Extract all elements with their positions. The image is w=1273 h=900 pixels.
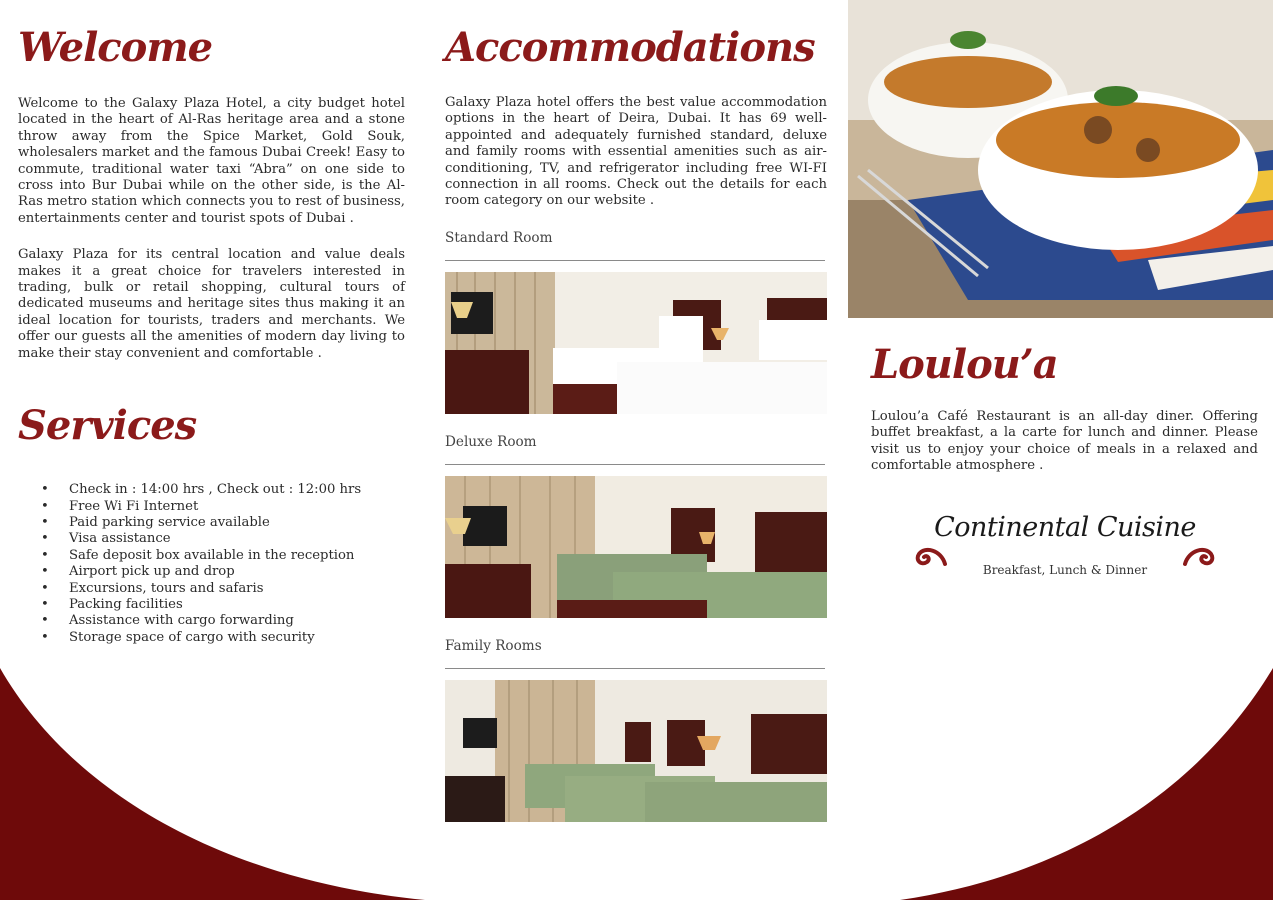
louloua-description: Loulou’a Café Restaurant is an all-day diner. Offering buffet breakfast, a la carte for lunch and dinner. Please visit us to enjoy your choice of meals in a relaxed and comfortable atmosphere .: [871, 409, 1258, 474]
cuisine-title: Continental Cuisine: [934, 512, 1196, 543]
service-text: Excursions, tours and safaris: [69, 580, 264, 596]
service-text: Paid parking service available: [69, 514, 270, 530]
service-list-item: [41, 499, 405, 515]
cuisine-subtitle: Breakfast, Lunch & Dinner: [982, 563, 1148, 577]
bullet-icon: •: [41, 564, 49, 580]
welcome-paragraph-1: Welcome to the Galaxy Plaza Hotel, a city budget hotel located in the heart of Al-Ras heritage area and a stone throw away from the Spice Market, Gold Souk, wholesalers market and the famous Dubai Creek! Easy to commute, traditional water taxi “Abra” on one side to cross into Bur Dubai while on the other side, is the Al-Ras metro station which connects you to rest of business, entertainments center and tourist spots of Dubai .: [18, 96, 405, 226]
louloua-column: [871, 341, 1258, 475]
service-list-item: [41, 482, 405, 498]
service-text: Airport pick up and drop: [69, 564, 235, 580]
services-list: [18, 482, 405, 646]
standard-room-photo: [445, 272, 827, 414]
service-list-item: [41, 597, 405, 613]
divider: [445, 668, 825, 669]
service-list-item: [41, 531, 405, 547]
service-text: Check in : 14:00 hrs , Check out : 12:00 hrs: [69, 482, 362, 498]
divider: [445, 260, 825, 261]
room-label-standard: Standard Room: [445, 229, 553, 246]
divider: [445, 464, 825, 465]
louloua-title: Loulou’a: [871, 341, 1058, 388]
bullet-icon: •: [41, 514, 49, 530]
room-label-family: Family Rooms: [445, 637, 542, 654]
family-room-photo: [445, 680, 827, 822]
bullet-icon: •: [41, 613, 49, 629]
service-text: Safe deposit box available in the reception: [69, 547, 355, 563]
room-label-deluxe: Deluxe Room: [445, 433, 537, 450]
bullet-icon: •: [41, 629, 49, 645]
service-list-item: [41, 564, 405, 580]
service-list-item: [41, 515, 405, 531]
service-text: Free Wi Fi Internet: [69, 498, 199, 514]
service-list-item: [41, 630, 405, 646]
accommodations-title: Accommodations: [445, 24, 815, 71]
bullet-icon: •: [41, 531, 49, 547]
service-text: Packing facilities: [69, 596, 183, 612]
swirl-right-icon: [1183, 544, 1219, 572]
welcome-column: [18, 24, 405, 646]
accommodations-intro: Galaxy Plaza hotel offers the best value accommodation options in the heart of Deira, Dubai. It has 69 well-appointed and adequately furnished standard, deluxe and family rooms with essential amenities such as air-conditioning, TV, and refrigerator including free WI-FI connection in all rooms. Check out the details for each room category on our website .: [445, 95, 827, 209]
bullet-icon: •: [41, 482, 49, 498]
swirl-left-icon: [911, 544, 947, 572]
service-list-item: [41, 548, 405, 564]
service-text: Storage space of cargo with security: [69, 629, 315, 645]
welcome-title: Welcome: [18, 24, 213, 71]
service-list-item: [41, 581, 405, 597]
deluxe-room-photo: [445, 476, 827, 618]
bullet-icon: •: [41, 547, 49, 563]
bullet-icon: •: [41, 498, 49, 514]
continental-cuisine-block: [905, 508, 1225, 588]
bullet-icon: •: [41, 596, 49, 612]
restaurant-food-photo: [848, 0, 1273, 318]
service-text: Assistance with cargo forwarding: [69, 613, 294, 629]
welcome-paragraph-2: Galaxy Plaza for its central location and value deals makes it a great choice for travelers interested in trading, bulk or retail shopping, cultural tours of dedicated museums and heritage sites thus making it an ideal location for tourists, traders and merchants. We offer our guests all the amenities of modern day living to make their stay convenient and comfortable .: [18, 247, 405, 361]
bullet-icon: •: [41, 580, 49, 596]
accommodations-column: [445, 24, 827, 822]
service-list-item: [41, 613, 405, 629]
service-text: Visa assistance: [69, 531, 171, 547]
services-title: Services: [18, 402, 197, 450]
